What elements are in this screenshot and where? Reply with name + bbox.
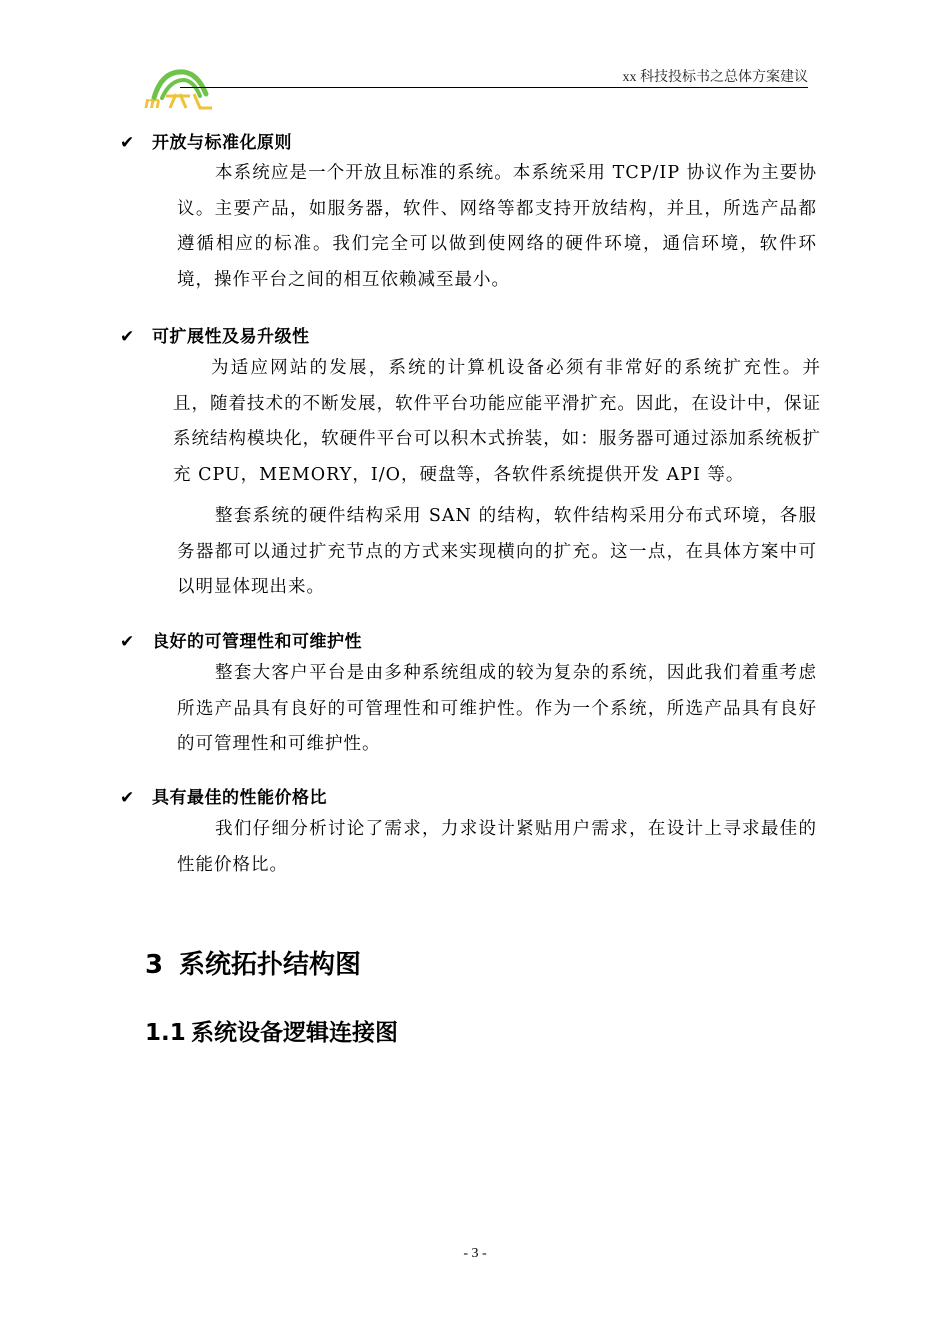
page-number: - 3 - <box>463 1246 487 1261</box>
subsection-number: 1.1 <box>145 1020 186 1046</box>
checkmark-icon: ✔ <box>120 133 135 153</box>
company-logo-icon <box>140 64 214 112</box>
checkmark-icon: ✔ <box>120 632 135 652</box>
chapter-heading <box>145 944 361 981</box>
subsection-heading <box>145 1014 398 1047</box>
checkmark-icon: ✔ <box>120 788 135 808</box>
header-title: xx 科技投标书之总体方案建议 <box>622 70 808 85</box>
checkmark-icon: ✔ <box>120 327 135 347</box>
section-heading-text: 具有最佳的性能价格比 <box>152 788 327 808</box>
subsection-title: 系统设备逻辑连接图 <box>191 1020 398 1046</box>
section-heading-text: 良好的可管理性和可维护性 <box>152 632 362 652</box>
paragraph-openness: 本系统应是一个开放且标准的系统。本系统采用 TCP/IP 协议作为主要协议。主要产品，如服务器，软件、网络等都支持开放结构，并且，所选产品都遵循相应的标准。我们完全可以做到使网络的硬件环境，通信环境，软件环境，操作平台之间的相互依赖减至最小。 <box>177 163 817 290</box>
chapter-number: 3 <box>145 950 164 980</box>
svg-text:m: m <box>144 93 161 112</box>
section-heading-openness <box>120 128 292 153</box>
paragraph-scalability-2: 整套系统的硬件结构采用 SAN 的结构，软件结构采用分布式环境，各服务器都可以通过扩充节点的方式来实现横向的扩充。这一点，在具体方案中可以明显体现出来。 <box>177 506 817 597</box>
section-heading-text: 开放与标准化原则 <box>152 133 292 153</box>
header-rule <box>180 87 808 88</box>
paragraph-cost-performance: 我们仔细分析讨论了需求，力求设计紧贴用户需求，在设计上寻求最佳的性能价格比。 <box>177 819 817 875</box>
section-heading-scalability <box>120 322 310 347</box>
section-heading-manageability <box>120 627 362 652</box>
section-heading-cost-performance <box>120 783 327 808</box>
chapter-title: 系统拓扑结构图 <box>179 950 362 980</box>
paragraph-scalability-1: 为适应网站的发展，系统的计算机设备必须有非常好的系统扩充性。并且，随着技术的不断发展，软件平台功能应能平滑扩充。因此，在设计中，保证系统结构模块化，软硬件平台可以积木式拚装，如：服务器可通过添加系统板扩充 CPU，MEMORY，I/O，硬盘等，各软件系统提供开发 API 等。 <box>173 358 821 485</box>
paragraph-manageability: 整套大客户平台是由多种系统组成的较为复杂的系统，因此我们着重考虑所选产品具有良好的可管理性和可维护性。作为一个系统，所选产品具有良好的可管理性和可维护性。 <box>177 663 817 754</box>
section-heading-text: 可扩展性及易升级性 <box>152 327 310 347</box>
